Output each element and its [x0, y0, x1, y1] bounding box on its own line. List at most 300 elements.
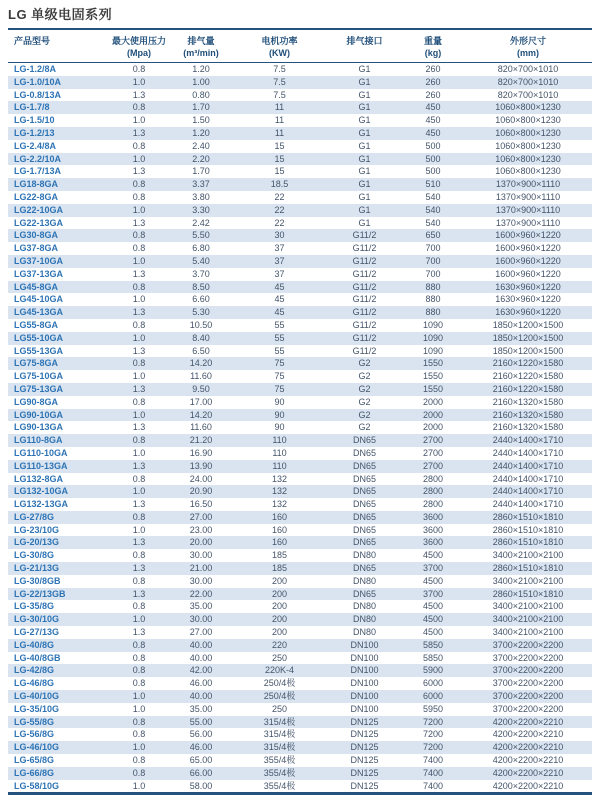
column-unit: (KW) — [269, 48, 290, 58]
cell-port: DN100 — [350, 678, 379, 689]
cell-power: 15 — [274, 153, 285, 164]
cell-weight: 2800 — [422, 486, 444, 497]
cell-port: G11/2 — [352, 255, 377, 266]
table-row — [8, 549, 592, 562]
cell-power: 22 — [274, 204, 285, 215]
cell-weight: 540 — [425, 204, 441, 215]
cell-dimensions: 1850×1200×1500 — [492, 332, 564, 343]
table-row — [8, 613, 592, 626]
cell-port: DN65 — [352, 473, 376, 484]
column-header-pressure — [108, 29, 170, 63]
cell-model: LG37-13GA — [14, 268, 64, 279]
cell-weight: 3600 — [422, 511, 444, 522]
cell-weight: 4500 — [422, 614, 444, 625]
cell-dimensions: 1850×1200×1500 — [492, 345, 564, 356]
cell-pressure: 0.8 — [132, 665, 146, 676]
column-header-port — [327, 29, 402, 63]
cell-port: DN100 — [350, 652, 379, 663]
cell-pressure: 0.8 — [132, 755, 146, 766]
cell-displacement: 35.00 — [189, 601, 213, 612]
cell-pressure: 0.8 — [132, 319, 146, 330]
cell-weight: 1090 — [422, 332, 444, 343]
column-header-power — [232, 29, 327, 63]
cell-power: 160 — [271, 537, 288, 548]
cell-port: DN80 — [352, 627, 376, 638]
cell-pressure: 0.8 — [132, 575, 146, 586]
cell-weight: 6000 — [422, 678, 444, 689]
cell-model: LG-65/8G — [14, 755, 55, 766]
cell-power: 132 — [271, 499, 288, 510]
cell-power: 11 — [274, 102, 285, 113]
cell-model: LG-46/8G — [14, 678, 55, 689]
cell-dimensions: 1630×960×1220 — [495, 294, 561, 305]
cell-port: G11/2 — [352, 294, 377, 305]
cell-model: LG55-10GA — [14, 332, 64, 343]
cell-model: LG-40/8GB — [14, 652, 61, 663]
table-row — [8, 460, 592, 473]
cell-model: LG37-10GA — [14, 255, 64, 266]
cell-weight: 880 — [425, 307, 441, 318]
cell-dimensions: 1600×960×1220 — [495, 230, 561, 241]
column-unit: (Mpa) — [127, 48, 151, 58]
cell-power: 37 — [274, 243, 285, 254]
cell-pressure: 1.0 — [132, 614, 146, 625]
cell-displacement: 13.90 — [189, 460, 213, 471]
cell-port: DN125 — [350, 755, 379, 766]
cell-model: LG45-8GA — [14, 281, 59, 292]
table-row — [8, 191, 592, 204]
cell-model: LG-30/10G — [14, 614, 60, 625]
cell-port: G1 — [358, 204, 371, 215]
cell-model: LG-30/8GB — [14, 575, 61, 586]
cell-displacement: 8.50 — [192, 281, 210, 292]
table-body — [8, 63, 592, 794]
table-row — [8, 754, 592, 767]
cell-weight: 7400 — [422, 767, 444, 778]
cell-power: 355/4极 — [263, 755, 296, 766]
cell-port: G2 — [358, 383, 371, 394]
cell-model: LG132-13GA — [14, 499, 69, 510]
cell-pressure: 0.8 — [132, 435, 146, 446]
cell-dimensions: 2440×1400×1710 — [492, 435, 564, 446]
cell-weight: 2000 — [422, 409, 444, 420]
column-header-dimensions — [464, 29, 592, 63]
cell-model: LG-35/8G — [14, 601, 55, 612]
cell-dimensions: 2860×1510×1810 — [492, 524, 564, 535]
table-row — [8, 409, 592, 422]
cell-displacement: 6.80 — [192, 243, 210, 254]
table-row — [8, 664, 592, 677]
cell-model: LG-27/8G — [14, 511, 55, 522]
cell-port: G1 — [358, 191, 371, 202]
cell-dimensions: 820×700×1010 — [497, 64, 559, 74]
cell-power: 315/4极 — [263, 729, 296, 740]
cell-weight: 3600 — [422, 537, 444, 548]
cell-port: G1 — [358, 166, 371, 177]
cell-dimensions: 4200×2200×2210 — [492, 742, 564, 753]
cell-displacement: 10.50 — [189, 319, 213, 330]
cell-displacement: 55.00 — [189, 716, 213, 727]
cell-dimensions: 4200×2200×2210 — [492, 716, 564, 727]
cell-weight: 260 — [425, 76, 441, 87]
cell-power: 37 — [274, 268, 285, 279]
cell-displacement: 5.30 — [192, 307, 210, 318]
table-row — [8, 293, 592, 306]
cell-weight: 4500 — [422, 627, 444, 638]
cell-model: LG-1.7/8 — [14, 102, 50, 113]
cell-displacement: 46.00 — [189, 742, 213, 753]
cell-weight: 2000 — [422, 422, 444, 433]
cell-dimensions: 1060×800×1230 — [495, 115, 561, 126]
cell-weight: 5900 — [422, 665, 444, 676]
cell-displacement: 66.00 — [189, 767, 213, 778]
table-row — [8, 396, 592, 409]
cell-port: DN125 — [350, 767, 379, 778]
cell-model: LG30-8GA — [14, 230, 59, 241]
cell-port: DN65 — [352, 537, 376, 548]
cell-dimensions: 3700×2200×2200 — [492, 691, 564, 702]
cell-port: G1 — [358, 76, 371, 87]
cell-pressure: 1.3 — [132, 563, 146, 574]
cell-power: 315/4极 — [263, 742, 296, 753]
cell-dimensions: 3400×2100×2100 — [492, 575, 564, 586]
cell-power: 45 — [274, 294, 285, 305]
cell-model: LG75-10GA — [14, 371, 64, 382]
table-row — [8, 357, 592, 370]
cell-displacement: 1.20 — [192, 127, 210, 138]
cell-pressure: 0.8 — [132, 652, 146, 663]
table-row — [8, 101, 592, 114]
cell-pressure: 0.8 — [132, 230, 146, 241]
column-unit: (m³/min) — [183, 48, 219, 58]
cell-power: 250/4极 — [263, 678, 296, 689]
cell-weight: 3600 — [422, 524, 444, 535]
cell-dimensions: 4200×2200×2210 — [492, 780, 564, 791]
cell-displacement: 1.70 — [192, 166, 210, 177]
cell-weight: 4500 — [422, 601, 444, 612]
cell-displacement: 23.00 — [189, 524, 213, 535]
cell-port: DN125 — [350, 729, 379, 740]
cell-weight: 1550 — [422, 358, 444, 369]
table-row — [8, 652, 592, 665]
cell-weight: 500 — [425, 153, 441, 164]
cell-dimensions: 2160×1220×1580 — [492, 383, 564, 394]
cell-model: LG-23/10G — [14, 524, 60, 535]
cell-dimensions: 3400×2100×2100 — [492, 601, 564, 612]
cell-model: LG-1.5/10 — [14, 115, 55, 126]
cell-weight: 1550 — [422, 371, 444, 382]
cell-port: G2 — [358, 396, 371, 407]
cell-dimensions: 3700×2200×2200 — [492, 678, 564, 689]
cell-model: LG75-13GA — [14, 383, 64, 394]
table-row — [8, 127, 592, 140]
cell-dimensions: 3700×2200×2200 — [492, 665, 564, 676]
table-row — [8, 140, 592, 153]
cell-displacement: 20.00 — [189, 537, 213, 548]
cell-port: G1 — [358, 115, 371, 126]
cell-dimensions: 3700×2200×2200 — [492, 703, 564, 714]
cell-pressure: 1.0 — [132, 780, 146, 791]
cell-dimensions: 1370×900×1110 — [495, 204, 561, 215]
cell-displacement: 65.00 — [189, 755, 213, 766]
cell-power: 250/4极 — [263, 691, 296, 702]
cell-model: LG22-8GA — [14, 191, 59, 202]
cell-displacement: 21.20 — [189, 435, 213, 446]
cell-weight: 260 — [425, 64, 441, 74]
cell-port: G11/2 — [352, 243, 377, 254]
cell-pressure: 1.3 — [132, 627, 146, 638]
cell-pressure: 1.3 — [132, 217, 146, 228]
cell-displacement: 1.50 — [192, 115, 210, 126]
cell-dimensions: 820×700×1010 — [497, 89, 559, 100]
cell-power: 15 — [274, 166, 285, 177]
table-row — [8, 716, 592, 729]
header-row — [8, 29, 592, 63]
column-header-model — [8, 29, 108, 63]
cell-displacement: 0.80 — [192, 89, 210, 100]
cell-dimensions: 2440×1400×1710 — [492, 499, 564, 510]
table-row — [8, 447, 592, 460]
cell-displacement: 42.00 — [189, 665, 213, 676]
cell-dimensions: 1600×960×1220 — [495, 243, 561, 254]
cell-displacement: 11.60 — [190, 422, 212, 433]
cell-power: 200 — [271, 588, 288, 599]
table-row — [8, 178, 592, 191]
cell-displacement: 2.40 — [192, 140, 210, 151]
cell-power: 7.5 — [273, 64, 286, 74]
cell-displacement: 3.70 — [192, 268, 210, 279]
cell-weight: 1550 — [422, 383, 444, 394]
cell-weight: 500 — [425, 166, 441, 177]
cell-dimensions: 1600×960×1220 — [495, 255, 561, 266]
cell-weight: 2700 — [422, 460, 444, 471]
product-spec-table — [8, 28, 592, 795]
column-unit: (mm) — [517, 48, 539, 58]
table-row — [8, 89, 592, 102]
cell-displacement: 17.00 — [189, 396, 213, 407]
cell-pressure: 1.3 — [132, 460, 146, 471]
table-row — [8, 255, 592, 268]
cell-dimensions: 1600×960×1220 — [495, 268, 561, 279]
cell-weight: 1090 — [422, 319, 444, 330]
cell-power: 132 — [271, 473, 288, 484]
cell-port: DN65 — [352, 499, 376, 510]
cell-model: LG-1.2/13 — [14, 127, 55, 138]
cell-weight: 700 — [425, 255, 441, 266]
cell-pressure: 1.0 — [132, 742, 146, 753]
cell-port: DN65 — [352, 486, 376, 497]
cell-power: 185 — [271, 550, 288, 561]
cell-displacement: 30.00 — [189, 550, 213, 561]
cell-displacement: 40.00 — [189, 691, 213, 702]
table-row — [8, 562, 592, 575]
cell-model: LG37-8GA — [14, 243, 59, 254]
cell-power: 75 — [274, 371, 285, 382]
cell-model: LG110-10GA — [14, 447, 68, 458]
cell-dimensions: 4200×2200×2210 — [492, 729, 564, 740]
cell-weight: 1090 — [422, 345, 444, 356]
cell-pressure: 1.3 — [132, 588, 146, 599]
cell-dimensions: 2160×1320×1580 — [492, 409, 564, 420]
cell-weight: 880 — [425, 294, 441, 305]
cell-pressure: 1.0 — [132, 153, 146, 164]
column-label: 最大使用压力 — [111, 36, 166, 46]
cell-dimensions: 1060×800×1230 — [495, 153, 561, 164]
cell-dimensions: 2860×1510×1810 — [492, 511, 564, 522]
cell-displacement: 9.50 — [192, 383, 210, 394]
cell-model: LG-40/10G — [14, 691, 60, 702]
cell-power: 90 — [274, 422, 285, 433]
cell-model: LG-2.4/8A — [14, 140, 57, 151]
cell-model: LG22-13GA — [14, 217, 64, 228]
column-header-weight — [402, 29, 464, 63]
cell-dimensions: 1370×900×1110 — [495, 179, 561, 190]
table-row — [8, 511, 592, 524]
cell-dimensions: 1370×900×1110 — [495, 191, 561, 202]
cell-weight: 260 — [425, 89, 441, 100]
cell-weight: 700 — [425, 243, 441, 254]
cell-model: LG-22/13GB — [14, 588, 66, 599]
cell-displacement: 21.00 — [189, 563, 213, 574]
cell-pressure: 0.8 — [132, 550, 146, 561]
cell-weight: 510 — [425, 179, 441, 190]
cell-power: 315/4极 — [263, 716, 296, 727]
cell-port: G1 — [358, 153, 371, 164]
cell-pressure: 1.3 — [132, 127, 146, 138]
cell-port: DN65 — [352, 460, 376, 471]
table-row — [8, 677, 592, 690]
cell-port: DN65 — [352, 447, 376, 458]
cell-port: DN65 — [352, 435, 376, 446]
cell-pressure: 0.8 — [132, 102, 146, 113]
table-row — [8, 370, 592, 383]
cell-model: LG-0.8/13A — [14, 89, 62, 100]
cell-displacement: 2.42 — [192, 217, 210, 228]
table-row — [8, 383, 592, 396]
cell-pressure: 0.8 — [132, 191, 146, 202]
cell-pressure: 0.8 — [132, 716, 146, 727]
table-row — [8, 281, 592, 294]
cell-power: 90 — [274, 409, 285, 420]
cell-port: G1 — [358, 217, 371, 228]
cell-model: LG-46/10G — [14, 742, 60, 753]
cell-pressure: 0.8 — [132, 179, 146, 190]
table-row — [8, 588, 592, 601]
cell-weight: 2800 — [422, 499, 444, 510]
cell-port: DN65 — [352, 524, 376, 535]
cell-model: LG110-8GA — [14, 435, 63, 446]
cell-port: G11/2 — [352, 281, 377, 292]
cell-displacement: 35.00 — [189, 703, 213, 714]
cell-pressure: 1.0 — [132, 255, 146, 266]
table-row — [8, 600, 592, 613]
cell-weight: 450 — [425, 115, 441, 126]
cell-model: LG-56/8G — [14, 729, 55, 740]
table-row — [8, 319, 592, 332]
cell-dimensions: 1060×800×1230 — [495, 166, 561, 177]
cell-model: LG-42/8G — [14, 665, 55, 676]
table-row — [8, 434, 592, 447]
cell-power: 160 — [271, 524, 288, 535]
cell-port: DN65 — [352, 588, 376, 599]
cell-port: DN80 — [352, 601, 376, 612]
cell-displacement: 30.00 — [189, 575, 213, 586]
cell-displacement: 11.60 — [190, 371, 212, 382]
cell-pressure: 1.3 — [132, 345, 146, 356]
cell-model: LG45-10GA — [14, 294, 64, 305]
cell-dimensions: 3400×2100×2100 — [492, 614, 564, 625]
cell-pressure: 1.3 — [132, 422, 146, 433]
table-row — [8, 485, 592, 498]
cell-model: LG-20/13G — [14, 537, 60, 548]
cell-port: DN80 — [352, 575, 376, 586]
cell-displacement: 1.00 — [192, 76, 210, 87]
cell-pressure: 0.8 — [132, 243, 146, 254]
cell-port: G2 — [358, 422, 371, 433]
cell-pressure: 1.3 — [132, 537, 146, 548]
cell-power: 220 — [271, 639, 288, 650]
cell-dimensions: 2440×1400×1710 — [492, 447, 564, 458]
table-row — [8, 473, 592, 486]
table-row — [8, 204, 592, 217]
column-label: 产品型号 — [14, 36, 51, 46]
cell-port: DN80 — [352, 550, 376, 561]
cell-pressure: 1.3 — [132, 307, 146, 318]
cell-displacement: 56.00 — [189, 729, 213, 740]
cell-dimensions: 3400×2100×2100 — [492, 627, 564, 638]
column-label: 排气接口 — [346, 36, 383, 46]
cell-displacement: 14.20 — [189, 409, 213, 420]
table-row — [8, 306, 592, 319]
cell-port: DN100 — [350, 703, 379, 714]
cell-pressure: 1.0 — [132, 371, 146, 382]
cell-model: LG-1.7/13A — [14, 166, 62, 177]
column-label: 排气量 — [187, 36, 215, 46]
cell-displacement: 6.60 — [192, 294, 210, 305]
cell-dimensions: 4200×2200×2210 — [492, 755, 564, 766]
table-row — [8, 332, 592, 345]
cell-weight: 7400 — [422, 755, 444, 766]
cell-power: 18.5 — [270, 179, 289, 190]
cell-dimensions: 3700×2200×2200 — [492, 652, 564, 663]
cell-dimensions: 2440×1400×1710 — [492, 473, 564, 484]
cell-power: 250 — [271, 703, 288, 714]
cell-displacement: 5.40 — [192, 255, 210, 266]
cell-power: 22 — [274, 217, 285, 228]
cell-model: LG22-10GA — [14, 204, 64, 215]
column-header-displacement — [170, 29, 232, 63]
cell-port: DN65 — [352, 563, 376, 574]
cell-power: 200 — [271, 601, 288, 612]
cell-power: 11 — [274, 115, 285, 126]
cell-power: 355/4极 — [263, 767, 296, 778]
cell-weight: 5950 — [422, 703, 444, 714]
table-row — [8, 498, 592, 511]
cell-dimensions: 2860×1510×1810 — [492, 588, 564, 599]
column-label: 重量 — [423, 36, 442, 46]
cell-weight: 6000 — [422, 691, 444, 702]
column-label: 外形尺寸 — [509, 36, 546, 46]
cell-port: G11/2 — [352, 332, 377, 343]
cell-model: LG-30/8G — [14, 550, 55, 561]
cell-displacement: 3.30 — [192, 204, 210, 215]
table-row — [8, 524, 592, 537]
cell-power: 37 — [274, 255, 285, 266]
cell-power: 30 — [274, 230, 285, 241]
cell-model: LG-66/8G — [14, 767, 55, 778]
cell-displacement: 8.40 — [192, 332, 210, 343]
cell-port: G1 — [358, 102, 371, 113]
